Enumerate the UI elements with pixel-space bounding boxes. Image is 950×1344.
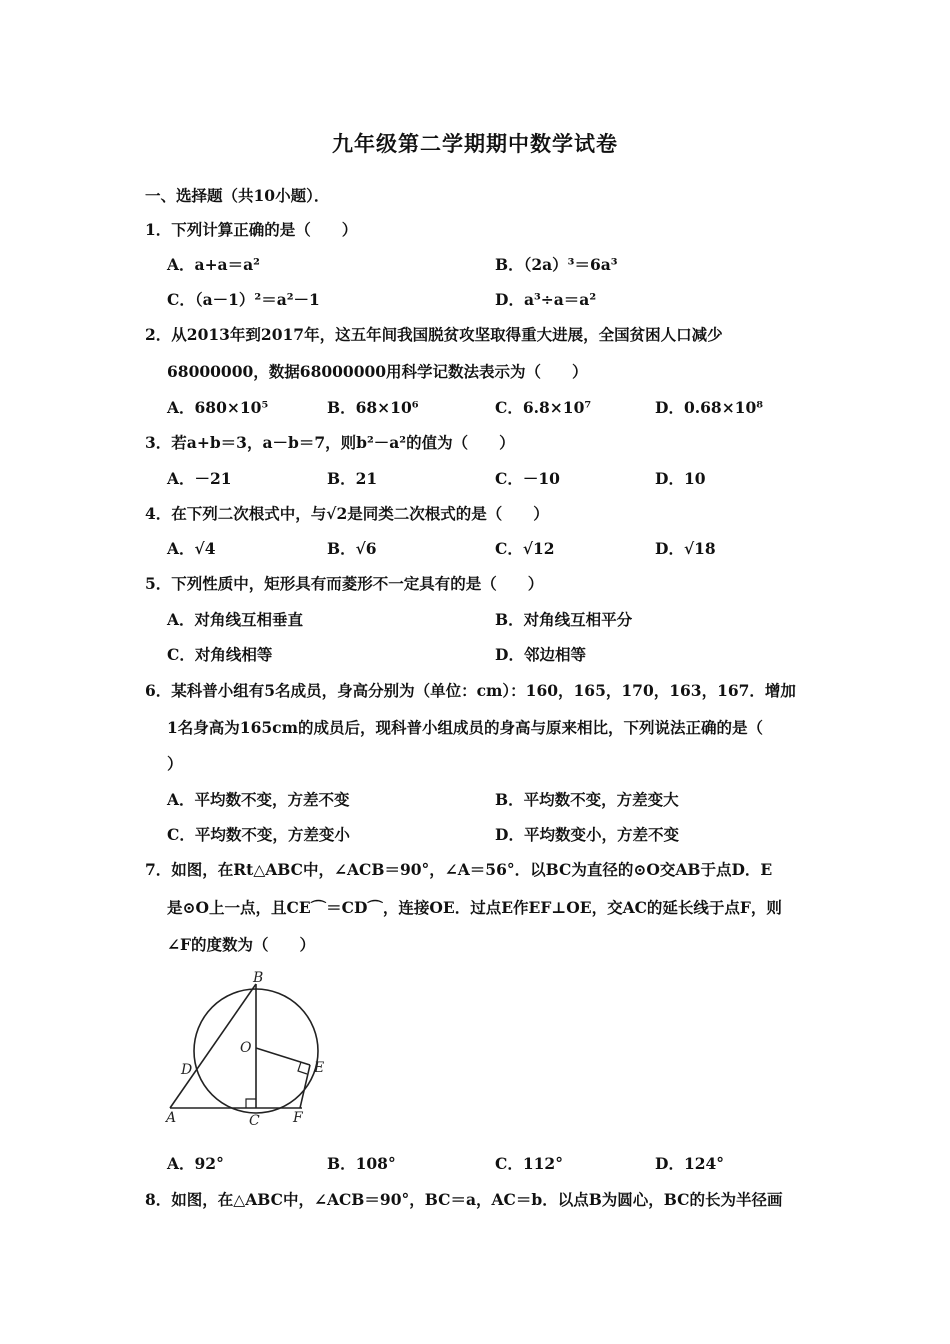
question-4-stem: 4．在下列二次根式中，与√2是同类二次根式的是（ ）	[145, 504, 549, 523]
line-ef	[300, 1065, 310, 1108]
question-2-option-a: A．680×10⁵	[167, 398, 269, 417]
question-4-option-d: D．√18	[655, 539, 716, 558]
question-6-stem-line1: 6．某科普小组有5名成员，身高分别为（单位：cm）：160，165，170，163，167．增加	[145, 681, 796, 700]
page-title: 九年级第二学期期中数学试卷	[332, 131, 618, 156]
label-a: A	[166, 1110, 177, 1126]
question-2-stem-line1: 2．从2013年到2017年，这五年间我国脱贫攻坚取得重大进展，全国贫困人口减少	[145, 325, 723, 344]
question-7-option-d: D．124°	[655, 1154, 725, 1173]
question-5-option-c: C．对角线相等	[167, 645, 273, 664]
question-7-stem-line2: 是⊙O上一点，且CE⌒＝CD⌒，连接OE．过点E作EF⊥OE，交AC的延长线于点F，则	[167, 898, 782, 917]
question-6-option-b: B．平均数不变，方差变大	[495, 790, 679, 809]
question-5-option-b: B．对角线互相平分	[495, 610, 633, 629]
question-2-option-c: C．6.8×10⁷	[495, 398, 592, 417]
question-3-option-d: D．10	[655, 469, 706, 488]
question-7-stem-line1: 7．如图，在Rt△ABC中，∠ACB＝90°，∠A＝56°．以BC为直径的⊙O交AB于点D．E	[145, 860, 773, 879]
label-e: E	[314, 1060, 325, 1076]
question-6-stem-line2: 1名身高为165cm的成员后，现科普小组成员的身高与原来相比，下列说法正确的是（	[167, 718, 763, 737]
question-6-option-a: A．平均数不变，方差不变	[167, 790, 350, 809]
question-5-option-d: D．邻边相等	[495, 645, 586, 664]
label-c: C	[249, 1113, 260, 1129]
question-1-option-b: B．（2a）³＝6a³	[495, 255, 618, 274]
question-7-option-c: C．112°	[495, 1154, 563, 1173]
question-6-option-c: C．平均数不变，方差变小	[167, 825, 350, 844]
question-3-option-a: A．－21	[167, 469, 232, 488]
line-oe	[256, 1048, 310, 1065]
label-o: O	[240, 1040, 252, 1056]
question-4-option-a: A．√4	[167, 539, 216, 558]
section-heading: 一、选择题（共10小题）．	[145, 186, 330, 205]
question-1-stem: 1．下列计算正确的是（ ）	[145, 220, 358, 239]
label-d: D	[181, 1062, 193, 1078]
question-4-option-c: C．√12	[495, 539, 555, 558]
question-1-option-c: C．（a－1）²＝a²－1	[167, 290, 320, 309]
question-6-stem-line3: ）	[167, 754, 183, 773]
question-1-option-a: A．a+a＝a²	[167, 255, 260, 274]
question-2-stem-line2: 68000000，数据68000000用科学记数法表示为（ ）	[167, 362, 588, 381]
right-angle-c	[246, 1099, 256, 1108]
question-3-stem: 3．若a+b＝3，a－b＝7，则b²－a²的值为（ ）	[145, 433, 515, 452]
question-8-stem-line1: 8．如图，在△ABC中，∠ACB＝90°，BC＝a，AC＝b．以点B为圆心，BC的长为半径画	[145, 1190, 783, 1209]
question-2-option-d: D．0.68×10⁸	[655, 398, 764, 417]
question-5-option-a: A．对角线互相垂直	[167, 610, 304, 629]
label-f: F	[293, 1110, 303, 1126]
question-3-option-b: B．21	[327, 469, 378, 488]
question-6-option-d: D．平均数变小，方差不变	[495, 825, 679, 844]
question-7-option-b: B．108°	[327, 1154, 396, 1173]
label-b: B	[253, 970, 264, 986]
question-1-option-d: D．a³÷a＝a²	[495, 290, 597, 309]
question-7-stem-line3: ∠F的度数为（ ）	[167, 935, 315, 954]
question-7-figure	[160, 968, 360, 1133]
question-4-option-b: B．√6	[327, 539, 377, 558]
question-7-option-a: A．92°	[167, 1154, 224, 1173]
question-3-option-c: C．－10	[495, 469, 560, 488]
question-2-option-b: B．68×10⁶	[327, 398, 419, 417]
question-5-stem: 5．下列性质中，矩形具有而菱形不一定具有的是（ ）	[145, 574, 544, 593]
